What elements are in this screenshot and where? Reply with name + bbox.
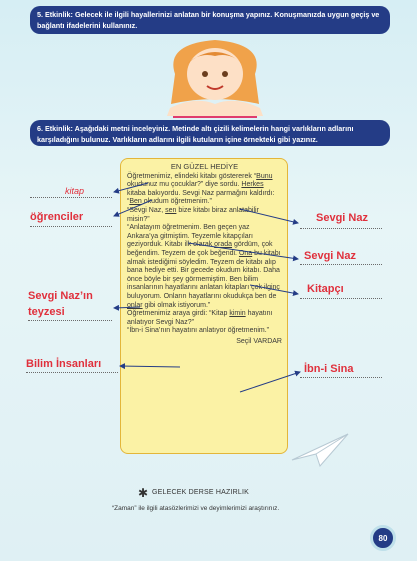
story-paragraph [127,224,282,310]
answer-kitap: kitap [65,186,85,196]
story-paragraph [127,310,282,327]
answer-teyze-line1: Sevgi Naz’ın [28,290,93,302]
activity-5-banner [30,6,390,34]
story-paragraph [127,207,282,224]
story-text: gibi olmak istiyorum.” [142,301,211,309]
underlined-word: onlar [127,301,143,309]
story-box [120,158,288,454]
story-paragraph [127,327,282,336]
story-text: Öğretmenimiz araya girdi: “Kitap [127,310,230,318]
answer-line [30,197,112,198]
answer-line [300,264,382,265]
answer-line [30,226,112,227]
answer-line [300,228,382,229]
answer-sevgi-naz-1: Sevgi Naz [316,212,368,224]
underlined-word: orada [214,241,233,249]
story-author: Seçil VARDAR [236,337,282,345]
story-text: hayatını anlatıyor Sevgi Naz?” [127,310,273,326]
story-text: bu kitabı almak istediğimi söyledim. Teyzem de kitabı alıp bana hediye etti. Bir gecede okudum kitabı. Daha önce böyle bir şey görmemiştim. Ben bilim insanlarının hayatlarını anlatan kitapları çok ilginç buluyorum. Onların hayatlarını okudukça ben de [127,249,281,300]
answer-line [28,320,112,321]
answer-teyze-line2: teyzesi [28,306,65,318]
underlined-word: Herkes [241,181,264,189]
star-icon: ✱ [138,486,149,500]
underlined-word: kimin [229,310,246,318]
answer-ibni-sina: İbn-i Sina [304,363,354,375]
footer-title: GELECEK DERSE HAZIRLIK [152,489,249,496]
story-text: Öğretmenimiz, elindeki kitabı göstererek “ [127,172,257,180]
story-text: “Anlatayım öğretmenim. Ben geçen yaz Ankara’ya gitmiştim. Teyzemle kitapçıları geziyorduk. Kitabı ilk olarak [127,224,253,249]
underlined-word: Ona [238,249,253,257]
story-text: “İbn-i Sina’nın hayatını anlatıyor öğretmenim.” [127,327,270,335]
story-text: “Sevgi Naz, [127,206,166,214]
answer-bilim-insanlari: Bilim İnsanları [26,358,102,370]
footer-text: “Zaman” ile ilgili atasözlerimizi ve deyimlerimizi araştırınız. [112,505,280,512]
answer-kitapci: Kitapçı [307,283,344,295]
underlined-word: sen [165,206,177,214]
underlined-word: Bunu [256,172,273,180]
underlined-word: Ben [129,198,142,206]
answer-line [300,377,382,378]
answer-sevgi-naz-2: Sevgi Naz [304,250,356,262]
answer-line [300,298,382,299]
activity-6-text: 6. Etkinlik: Aşağıdaki metni inceleyiniz. Metinde altı çizili kelimelerin hangi varlıkların adlarını karşıladığını bulunuz. Varlıkların adlarını ilgili kutuların içine örnekteki gibi yazınız. [37,124,354,144]
page-number: 80 [370,525,396,551]
story-text: okudunuz mu çocuklar?” diye sordu. [127,181,242,189]
girl-illustration [155,34,275,118]
answer-line [26,372,118,373]
paper-plane-icon [290,430,350,470]
story-text: okudum öğretmenim.” [141,198,212,206]
activity-5-text: 5. Etkinlik: Gelecek ile ilgili hayallerinizi anlatan bir konuşma yapınız. Konuşmanızda uygun geçiş ve bağlantı ifadelerini kullanınız. [37,10,380,30]
story-text: kitaba bakıyordu. Sevgi Naz parmağını kaldırdı: “ [127,189,275,206]
answer-ogrenciler: öğrenciler [30,211,84,223]
story-text: gördüm, çok beğendim. Teyzem de çok beğendi. [127,241,273,257]
activity-6-banner [30,120,390,146]
story-paragraph [127,173,282,207]
story-text: bize kitabı biraz anlatabilir misin?” [127,206,259,223]
story-title: EN GÜZEL HEDİYE [170,162,239,171]
